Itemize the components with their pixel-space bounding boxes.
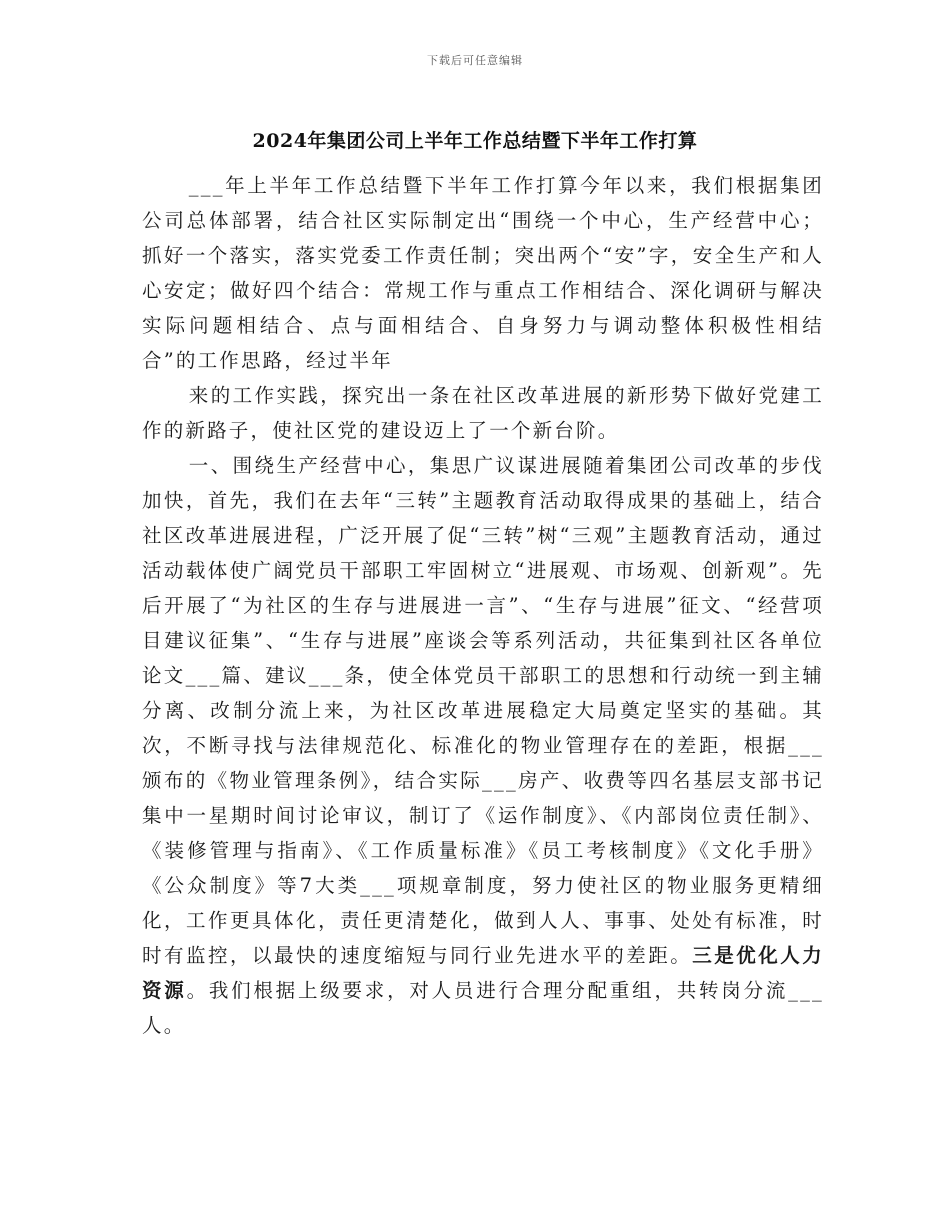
paragraph-1: ___年上半年工作总结暨下半年工作打算今年以来，我们根据集团公司总体部署，结合社区实际制定出“围绕一个中心，生产经营中心；抓好一个落实，落实党委工作责任制；突出两个“安”字，安全生产和人心安定；做好四个结合：常规工作与重点工作相结合、深化调研与解决实际问题相结合、点与面相结合、自身努力与调动整体积极性相结合”的工作思路，经过半年 xyxy=(142,174,824,372)
paragraph-2: 来的工作实践，探究出一条在社区改革进展的新形势下做好党建工作的新路子，使社区党的建设迈上了一个新台阶。 xyxy=(142,384,824,442)
paragraph-3-text-after: 。我们根据上级要求，对人员进行合理分配重组，共转岗分流___人。 xyxy=(142,979,824,1037)
paragraph-3-text-before: 一、围绕生产经营中心，集思广议谋进展随着集团公司改革的步伐加快，首先，我们在去年“三转”主题教育活动取得成果的基础上，结合社区改革进展进程，广泛开展了促“三转”树“三观”主题教育活动，通过活动载体使广阔党员干部职工牢固树立“进展观、市场观、创新观”。先后开展了“为社区的生存与进展进一言”、“生存与进展”征文、“经营项目建议征集”、“生存与进展”座谈会等系列活动，共征集到社区各单位论文___篇、建议___条，使全体党员干部职工的思想和行动统一到主辅分离、改制分流上来，为社区改革进展稳定大局奠定坚实的基础。其次，不断寻找与法律规范化、标准化的物业管理存在的差距，根据___颁布的《物业管理条例》，结合实际___房产、收费等四名基层支部书记集中一星期时间讨论审议，制订了《运作制度》、《内部岗位责任制》、《装修管理与指南》、《工作质量标准》《员工考核制度》《文化手册》《公众制度》等7大类___项规章制度，努力使社区的物业服务更精细化，工作更具体化，责任更清楚化，做到人人、事事、处处有标准，时时有监控，以最快的速度缩短与同行业先进水平的差距。 xyxy=(142,454,824,967)
paragraph-3 xyxy=(142,448,824,1043)
document-body xyxy=(142,168,824,1043)
header-note: 下载后可任意编辑 xyxy=(427,54,523,67)
document-title: 2024年集团公司上半年工作总结暨下半年工作打算 xyxy=(252,130,698,152)
paragraph-3-bold-heading: 三是优化人力资源 xyxy=(142,944,824,1002)
